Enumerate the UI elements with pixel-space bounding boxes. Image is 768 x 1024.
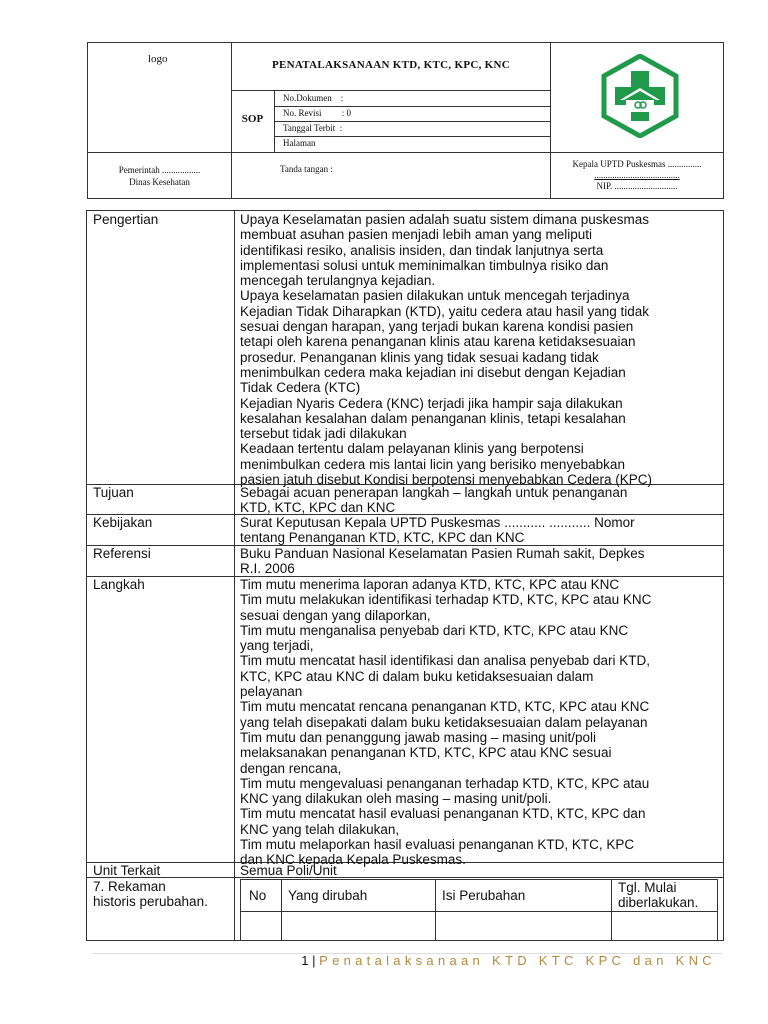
sop-content-table bbox=[86, 210, 724, 941]
col-tgl-mulai: Tgl. Mulai diberlakukan. bbox=[618, 880, 699, 910]
unit-terkait-text: Semua Poli/Unit bbox=[240, 863, 337, 878]
col-no: No bbox=[249, 888, 267, 903]
label-pengertian: Pengertian bbox=[93, 212, 159, 227]
langkah-text: Tim mutu menerima laporan adanya KTD, KTC, KPC atau KNC Tim mutu melakukan identifikasi terhadap KTD, KTC, KPC atau KNC sesuai dengan yang dilaporkan, Tim mutu menganalisa penyebab dari KTD, KTC, KPC atau KNC yang terjadi, Tim mutu mencatat hasil identifikasi dan analisa penyebab dari KTD, KTC, KPC atau KNC di dalam buku ketidaksesuaian dalam pelayanan Tim mutu mencatat rencana penanganan KTD, KTC, KPC atau KNC yang telah disepakati dalam buku ketidaksesuaian dalam pelayanan Tim mutu dan penanggung jawab masing – masing unit/poli melaksanakan penanganan KTD, KTC, KPC atau KNC sesuai dengan rencana, Tim mutu mengevaluasi penanganan terhadap KTD, KTC, KPC atau KNC yang dilakukan oleh masing – masing unit/poli. Tim mutu mencatat hasil evaluasi penanganan KTD, KTC, KPC dan KNC yang telah dilakukan, Tim mutu melaporkan hasil evaluasi penanganan KTD, KTC, KPC dan KNC kepada Kepala Puskesmas. bbox=[240, 577, 652, 868]
sop-header-table bbox=[87, 42, 724, 199]
page-field: Halaman bbox=[283, 138, 316, 148]
document-title: PENATALAKSANAAN KTD, KTC, KPC, KNC bbox=[271, 59, 511, 71]
signature-label: Tanda tangan : bbox=[280, 164, 333, 174]
label-unit-terkait: Unit Terkait bbox=[93, 863, 161, 878]
puskesmas-logo-icon bbox=[598, 54, 682, 138]
footer-title: Penatalaksanaan KTD KTC KPC dan KNC bbox=[319, 953, 716, 968]
footer-separator: | bbox=[312, 953, 316, 968]
revision-history-table bbox=[240, 879, 718, 941]
logo-placeholder: logo bbox=[148, 53, 168, 65]
label-kebijakan: Kebijakan bbox=[93, 515, 153, 530]
head-signature-block: Kepala UPTD Puskesmas ............... ...................................... NIP. ............................ bbox=[572, 159, 702, 191]
referensi-text: Buku Panduan Nasional Keselamatan Pasien Rumah sakit, Depkes R.I. 2006 bbox=[240, 546, 645, 577]
government-signature-block: Pemerintah ................. Dinas Kesehatan bbox=[118, 165, 201, 187]
kebijakan-text: Surat Keputusan Kepala UPTD Puskesmas ........... ........... Nomor tentang Penanganan KTD, KTC, KPC dan KNC bbox=[240, 515, 635, 546]
doc-number-field: No.Dokumen : bbox=[283, 93, 344, 103]
tujuan-text: Sebagai acuan penerapan langkah – langkah untuk penanganan KTD, KTC, KPC dan KNC bbox=[240, 485, 628, 516]
label-tujuan: Tujuan bbox=[93, 485, 134, 500]
label-langkah: Langkah bbox=[93, 577, 145, 592]
issue-date-field: Tanggal Terbit : bbox=[283, 123, 343, 133]
label-rekaman-historis: 7. Rekaman historis perubahan. bbox=[93, 879, 208, 910]
col-yang-dirubah: Yang dirubah bbox=[288, 888, 368, 903]
col-isi-perubahan: Isi Perubahan bbox=[442, 888, 526, 903]
revision-field: No. Revisi : 0 bbox=[283, 108, 352, 118]
page-footer bbox=[0, 953, 716, 968]
pengertian-text: Upaya Keselamatan pasien adalah suatu sistem dimana puskesmas membuat asuhan pasien menjadi lebih aman yang meliputi identifikasi resiko, analisis insiden, dan tindak lanjutnya serta implementasi solusi untuk meminimalkan timbulnya risiko dan mencegah terulangnya kejadian. Upaya keselamatan pasien dilakukan untuk mencegah terjadinya Kejadian Tidak Diharapkan (KTD), yaitu cedera atau hasil yang tidak sesuai dengan harapan, yang terjadi bukan karena kondisi pasien tetapi oleh karena penanganan klinis atau karena ketidaksesuaian prosedur. Penanganan klinis yang tidak sesuai kadang tidak menimbulkan cedera maka kejadian ini disebut dengan Kejadian Tidak Cedera (KTC) Kejadian Nyaris Cedera (KNC) terjadi jika hampir saja dilakukan kesalahan kesalahan dalam penanganan klinis, tetapi kesalahan tersebut tidak jadi dilakukan Keadaan tertentu dalam pelayanan klinis yang berpotensi menimbulkan cedera mis lantai licin yang berisiko menyebabkan pasien jatuh disebut Kondisi berpotensi menyebabkan Cedera (KPC) bbox=[240, 212, 653, 488]
label-referensi: Referensi bbox=[93, 546, 151, 561]
sop-label: SOP bbox=[241, 113, 264, 125]
page-number: 1 bbox=[301, 953, 309, 968]
